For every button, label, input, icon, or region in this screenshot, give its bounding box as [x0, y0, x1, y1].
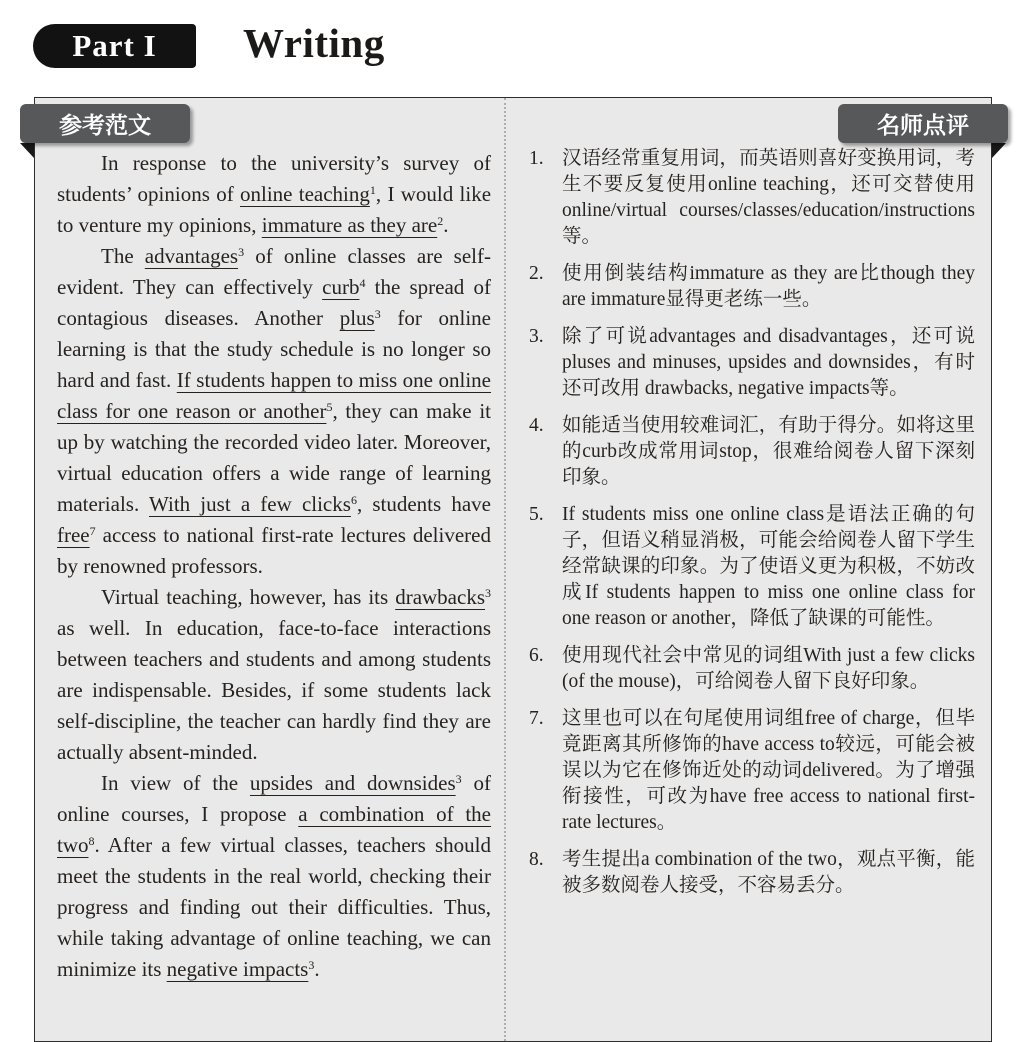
footnote-ref: 3 [374, 307, 381, 321]
model-essay-tab [20, 104, 190, 143]
underlined-phrase: immature as they are [261, 213, 438, 237]
essay-text: for online learning is that the study schedule is no longer so hard and fast. [57, 306, 491, 392]
comment-number: 1. [529, 148, 544, 169]
teacher-comments-tab [838, 104, 1008, 143]
underlined-phrase: online teaching [239, 182, 370, 206]
essay-text: . After a few virtual classes, teachers should meet the students in the real world, checking their progress and finding out their difficulties. Thus, while taking advantage of online teaching, we can minimize its [57, 833, 491, 981]
ribbon-fold-left [20, 143, 34, 158]
essay-text: , they can make it up by watching the recorded video later. Moreover, virtual education offers a wide range of learning materials. [57, 399, 491, 516]
underlined-phrase: If students happen to miss one online class for one reason or another [57, 368, 491, 423]
comment-number: 2. [529, 263, 544, 284]
comment-text: 除了可说advantages and disadvantages，还可说pluses and minuses, upsides and downsides，有时还可改用 drawbacks, negative impacts等。 [562, 326, 975, 399]
footnote-ref: 3 [308, 958, 315, 972]
underlined-phrase: drawbacks [395, 585, 485, 609]
essay-text: of online courses, I propose [57, 771, 491, 826]
essay-text: In response to the university’s survey of students’ opinions of [57, 151, 491, 206]
footnote-ref: 3 [455, 772, 462, 786]
model-essay [35, 98, 504, 1041]
comment-item [529, 847, 975, 899]
essay-text: The [101, 244, 145, 268]
comment-text: If students miss one online class是语法正确的句子，但语义稍显消极，可能会给阅卷人留下学生经常缺课的印象。为了使语义更为积极，不妨改成If students happen to miss one online class for one reason or another，降低了缺课的可能性。 [562, 504, 975, 629]
essay-paragraph [57, 241, 491, 582]
part-badge [33, 24, 196, 68]
comment-text: 使用倒装结构immature as they are比though they are immature显得更老练一些。 [562, 263, 975, 310]
underlined-phrase: upsides and downsides [249, 771, 456, 795]
footnote-ref: 3 [485, 586, 491, 600]
essay-text: as well. In education, face-to-face interactions between teachers and students and among students are indispensable. Besides, if some students lack self-discipline, the teacher can hardly find they are actually absent-minded. [57, 616, 491, 764]
comment-item [529, 502, 975, 632]
comments-list [506, 98, 991, 1041]
teacher-comments-tab-label: 名师点评 [877, 112, 969, 138]
underlined-phrase: free [57, 523, 90, 547]
essay-text: Virtual teaching, however, has its [101, 585, 396, 609]
essay-text: the spread of contagious diseases. Another [57, 275, 491, 330]
comment-text: 这里也可以在句尾使用词组free of charge，但毕竟距离其所修饰的have access to较远，可能会被误以为它在修饰近处的动词delivered。为了增强衔接性，可改为have free access to national first-rate lectures。 [562, 708, 975, 833]
section-title: Writing [243, 20, 385, 66]
ribbon-fold-right [992, 143, 1006, 158]
comment-number: 5. [529, 504, 544, 525]
comment-item [529, 324, 975, 402]
essay-text: . [443, 213, 449, 237]
footnote-ref: 6 [350, 493, 357, 507]
underlined-phrase: plus [339, 306, 375, 330]
comment-item [529, 261, 975, 313]
comment-number: 8. [529, 849, 544, 870]
footnote-ref: 8 [88, 834, 95, 848]
underlined-phrase: a combination of the two [57, 802, 492, 857]
part-label: Part I [72, 28, 157, 63]
comment-text: 汉语经常重复用词，而英语则喜好变换用词，考生不要反复使用online teaching，还可交替使用online/virtual courses/classes/education/instructions等。 [562, 148, 975, 247]
comment-item [529, 413, 975, 491]
footnote-ref: 5 [326, 400, 333, 414]
model-essay-tab-label: 参考范文 [59, 112, 151, 138]
essay-paragraph [57, 768, 491, 985]
essay-text: , I would like to venture my opinions, [57, 182, 492, 237]
essay-text: . [314, 957, 320, 981]
essay-text: access to national first-rate lectures delivered by renowned professors. [57, 523, 491, 578]
two-column-layout [35, 98, 991, 1041]
underlined-phrase: negative impacts [166, 957, 309, 981]
comment-text: 使用现代社会中常见的词组With just a few clicks (of the mouse)，可给阅卷人留下良好印象。 [562, 645, 975, 692]
footnote-ref: 7 [89, 524, 96, 538]
essay-text: In view of the [101, 771, 250, 795]
comment-number: 3. [529, 326, 544, 347]
comment-item [529, 643, 975, 695]
underlined-phrase: With just a few clicks [149, 492, 351, 516]
comment-text: 如能适当使用较难词汇，有助于得分。如将这里的curb改成常用词stop，很难给阅卷人留下深刻印象。 [562, 415, 975, 488]
essay-text: of online classes are self-evident. They can effectively [57, 244, 491, 299]
essay-text: , students have [356, 492, 491, 516]
content-box [34, 97, 992, 1042]
comment-text: 考生提出a combination of the two，观点平衡，能被多数阅卷人接受，不容易丢分。 [562, 849, 975, 896]
comment-number: 4. [529, 415, 544, 436]
comment-item [529, 146, 975, 250]
essay-paragraph [57, 582, 491, 768]
comment-number: 6. [529, 645, 544, 666]
essay-paragraph [57, 148, 491, 241]
footnote-ref: 3 [238, 245, 245, 259]
underlined-phrase: advantages [144, 244, 239, 268]
footnote-ref: 2 [437, 214, 444, 228]
underlined-phrase: curb [322, 275, 360, 299]
comment-number: 7. [529, 708, 544, 729]
footnote-ref: 1 [369, 183, 376, 197]
comment-item [529, 706, 975, 836]
footnote-ref: 4 [359, 276, 366, 290]
